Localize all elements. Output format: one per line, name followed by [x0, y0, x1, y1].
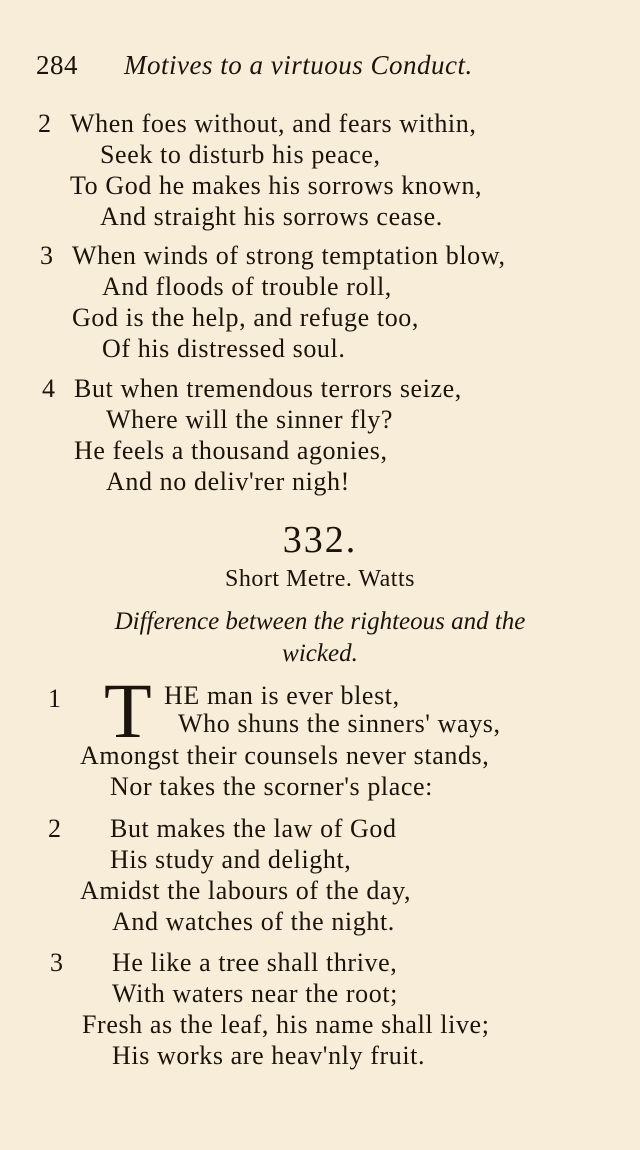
- verse-line: Amongst their counsels never stands,: [80, 741, 490, 770]
- verse-line: Amidst the labours of the day,: [80, 876, 412, 905]
- verse-line: HE man is ever blest,: [164, 681, 400, 710]
- verse-line: When foes without, and fears within,: [70, 109, 477, 138]
- verse-line: Seek to disturb his peace,: [100, 140, 381, 169]
- stanza-number: 3: [50, 948, 63, 977]
- stanza-number: 4: [42, 374, 55, 403]
- stanza-number: 3: [40, 241, 53, 270]
- verse-line: His study and delight,: [110, 845, 352, 874]
- verse-line: And watches of the night.: [112, 907, 395, 936]
- verse-line: To God he makes his sorrows known,: [70, 171, 483, 200]
- hymn-number: 332.: [282, 519, 358, 561]
- metre-line: Short Metre. Watts: [225, 566, 415, 592]
- stanza-number: 1: [48, 684, 61, 713]
- verse-line: Nor takes the scorner's place:: [110, 772, 434, 801]
- running-title: Motives to a virtuous Conduct.: [124, 50, 473, 80]
- verse-line: His works are heav'nly fruit.: [112, 1041, 426, 1070]
- verse-line: Who shuns the sinners' ways,: [178, 709, 501, 738]
- verse-line: Fresh as the leaf, his name shall live;: [82, 1010, 490, 1039]
- verse-line: But when tremendous terrors seize,: [74, 374, 462, 403]
- verse-line: But makes the law of God: [110, 814, 397, 843]
- verse-line: He feels a thousand agonies,: [74, 436, 388, 465]
- verse-line: God is the help, and refuge too,: [72, 303, 420, 332]
- page-header: [36, 50, 473, 81]
- verse-line: And straight his sorrows cease.: [100, 202, 443, 231]
- subtitle-line: Difference between the righteous and the: [114, 608, 526, 635]
- page-number: 284: [36, 50, 78, 80]
- hymn-subtitle: [0, 606, 640, 670]
- verse-line: He like a tree shall thrive,: [112, 948, 398, 977]
- verse-line: Where will the sinner fly?: [106, 405, 394, 434]
- verse-line: And floods of trouble roll,: [102, 272, 392, 301]
- stanza-number: 2: [38, 109, 51, 138]
- drop-cap: T: [104, 667, 152, 754]
- verse-line: Of his distressed soul.: [102, 334, 346, 363]
- verse-line: And no deliv'rer nigh!: [106, 467, 350, 496]
- verse-line: With waters near the root;: [112, 979, 399, 1008]
- stanza-number: 2: [48, 814, 61, 843]
- verse-line: When winds of strong temptation blow,: [72, 241, 506, 270]
- subtitle-line: wicked.: [282, 640, 358, 667]
